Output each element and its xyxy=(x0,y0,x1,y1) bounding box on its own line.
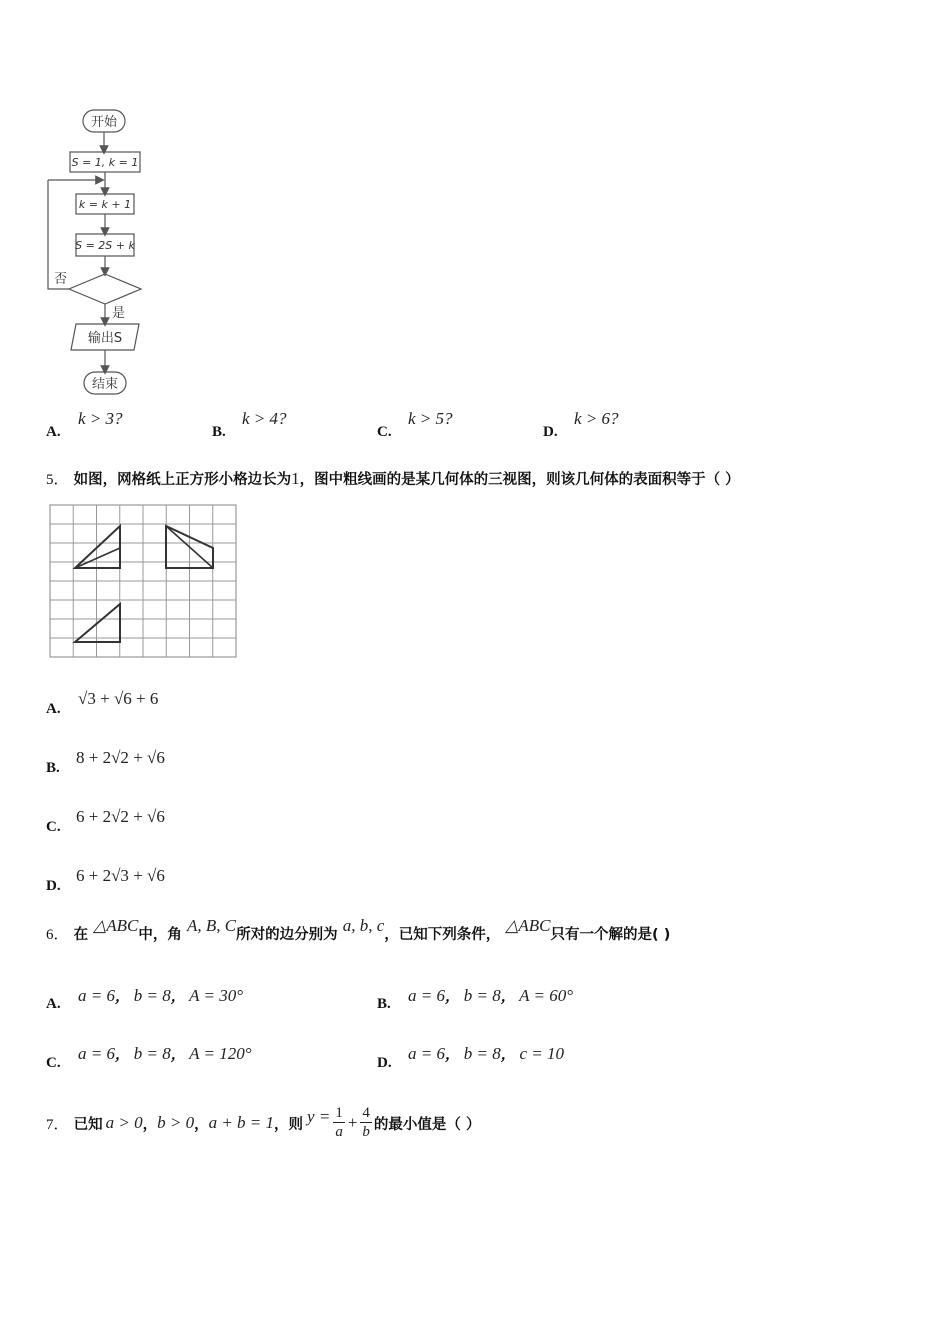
q6-b-comma1: ， xyxy=(444,989,460,1005)
top-view xyxy=(75,604,120,642)
q5-c-part4: √6 xyxy=(147,807,165,826)
yes-label: 是 xyxy=(112,306,126,321)
q7-number: 7． xyxy=(46,1116,69,1133)
q5-option-a[interactable] xyxy=(78,689,158,709)
q6-b-cond1: a = 6 xyxy=(408,986,445,1005)
no-label: 否 xyxy=(54,272,68,287)
q4-option-d[interactable]: k > 6? xyxy=(574,409,619,428)
step-s-label: S = 2S + k xyxy=(75,239,135,252)
q6-option-c-letter[interactable]: C. xyxy=(46,1055,61,1071)
q5-b-part3: + xyxy=(133,748,143,767)
q6-d-cond3: c = 10 xyxy=(519,1044,564,1063)
q6-sides: a, b, c xyxy=(342,916,385,935)
q4-option-b[interactable]: k > 4? xyxy=(242,409,287,428)
q6-c-comma1: ， xyxy=(114,1047,130,1063)
three-view-figure xyxy=(48,503,240,660)
q7-fraction-1 xyxy=(333,1106,345,1140)
q6-text-1: 在 xyxy=(73,927,89,943)
q5-text-before: 如图，网格纸上正方形小格边长为 xyxy=(73,472,292,488)
q6-triangle-2: △ABC xyxy=(505,916,551,935)
q6-a-comma2: ， xyxy=(170,989,186,1005)
q6-option-b-letter[interactable]: B. xyxy=(377,996,391,1012)
q5-d-part4: √6 xyxy=(147,866,165,885)
q6-c-comma2: ， xyxy=(170,1047,186,1063)
q7-cond-2: b > 0 xyxy=(157,1113,195,1132)
q6-d-cond2: b = 8 xyxy=(463,1044,501,1063)
q5-a-part2: + xyxy=(100,689,110,708)
q6-text-4: ，已知下列条件， xyxy=(384,927,501,943)
q5-number: 5． xyxy=(46,472,69,488)
q7-frac1-num: 1 xyxy=(335,1105,343,1121)
q6-c-cond2: b = 8 xyxy=(133,1044,171,1063)
end-label: 结束 xyxy=(91,377,119,392)
q7-cond-1: a > 0 xyxy=(105,1113,143,1132)
q6-option-d[interactable] xyxy=(408,1043,564,1064)
q4-option-c[interactable]: k > 5? xyxy=(408,409,453,428)
q5-d-part1: 6 + 2 xyxy=(76,866,112,885)
q7-text-3: 的最小值是（ ） xyxy=(373,1116,481,1133)
q7-frac2-den: b xyxy=(362,1124,370,1140)
q5-option-a-letter[interactable]: A. xyxy=(46,701,61,717)
q6-triangle: △ABC xyxy=(93,916,139,935)
q5-unit: 1 xyxy=(291,469,300,488)
q5-b-part1: 8 + 2 xyxy=(76,748,112,767)
q7-y: y = xyxy=(307,1107,331,1126)
front-view-inner-line xyxy=(75,548,120,568)
flowchart xyxy=(40,100,160,400)
init-label: S = 1, k = 1 xyxy=(71,156,139,169)
q7-sep-1: ， xyxy=(142,1116,158,1133)
q7-text-2: ，则 xyxy=(274,1116,304,1133)
q6-a-cond2: b = 8 xyxy=(133,986,171,1005)
q5-c-part2: √2 xyxy=(111,807,129,826)
q6-c-cond3: A = 120° xyxy=(189,1044,252,1063)
q6-text-2: 中，角 xyxy=(138,927,182,943)
decision-node xyxy=(69,274,141,304)
q4-option-b-letter[interactable]: B. xyxy=(212,424,226,440)
q6-text-5: 只有一个解的是( ) xyxy=(550,927,671,943)
q7-sep-2: ， xyxy=(194,1116,209,1133)
q7-text-1: 已知 xyxy=(73,1116,103,1133)
q7-fraction-2 xyxy=(360,1106,372,1140)
q5-stem xyxy=(46,468,740,489)
q5-d-part2: √3 xyxy=(111,866,129,885)
q6-c-cond1: a = 6 xyxy=(78,1044,115,1063)
q6-text-3: 所对的边分别为 xyxy=(236,927,338,943)
q5-a-part3: √6 xyxy=(113,689,132,708)
q6-d-comma1: ， xyxy=(444,1047,460,1063)
q6-option-c[interactable] xyxy=(78,1043,252,1064)
q7-frac1-den: a xyxy=(335,1124,343,1140)
q6-b-cond3: A = 60° xyxy=(519,986,574,1005)
q5-option-d[interactable] xyxy=(76,866,165,886)
step-k-label: k = k + 1 xyxy=(78,198,132,211)
q6-b-cond2: b = 8 xyxy=(463,986,501,1005)
q6-a-comma1: ， xyxy=(114,989,130,1005)
q5-option-b-letter[interactable]: B. xyxy=(46,760,60,776)
q5-text-after: ，图中粗线画的是某几何体的三视图，则该几何体的表面积等于（ ） xyxy=(299,472,740,488)
q5-c-part3: + xyxy=(133,807,143,826)
q6-a-cond1: a = 6 xyxy=(78,986,115,1005)
q5-option-c[interactable] xyxy=(76,807,165,827)
q5-b-part2: √2 xyxy=(111,748,129,767)
q5-a-part4: + 6 xyxy=(136,689,159,708)
q5-a-part1: √3 xyxy=(78,689,96,708)
q6-b-comma2: ， xyxy=(500,989,516,1005)
q5-d-part3: + xyxy=(133,866,143,885)
q4-option-d-letter[interactable]: D. xyxy=(543,424,558,440)
q6-d-cond1: a = 6 xyxy=(408,1044,445,1063)
q7-cond-3: a + b = 1 xyxy=(208,1113,275,1132)
q5-c-part1: 6 + 2 xyxy=(76,807,112,826)
output-label: 输出S xyxy=(87,331,123,346)
q4-option-c-letter[interactable]: C. xyxy=(377,424,392,440)
q6-a-cond3: A = 30° xyxy=(189,986,244,1005)
q7-plus: + xyxy=(347,1113,358,1132)
q5-option-d-letter[interactable]: D. xyxy=(46,878,61,894)
q5-option-b[interactable] xyxy=(76,748,165,768)
q6-stem xyxy=(46,916,671,947)
q6-d-comma2: ， xyxy=(500,1047,516,1063)
q6-number: 6． xyxy=(46,927,69,943)
start-label: 开始 xyxy=(90,115,118,130)
q6-option-d-letter[interactable]: D. xyxy=(377,1055,392,1071)
q7-frac2-num: 4 xyxy=(362,1105,370,1121)
q4-option-a[interactable]: k > 3? xyxy=(78,409,123,428)
q6-angles: A, B, C xyxy=(186,916,237,935)
q6-option-a-letter[interactable]: A. xyxy=(46,996,61,1012)
q6-option-a[interactable] xyxy=(78,985,243,1006)
q7-stem xyxy=(46,1100,480,1146)
q4-option-a-letter[interactable]: A. xyxy=(46,424,61,440)
q5-option-c-letter[interactable]: C. xyxy=(46,819,61,835)
q6-option-b[interactable] xyxy=(408,985,573,1006)
q5-b-part4: √6 xyxy=(147,748,165,767)
